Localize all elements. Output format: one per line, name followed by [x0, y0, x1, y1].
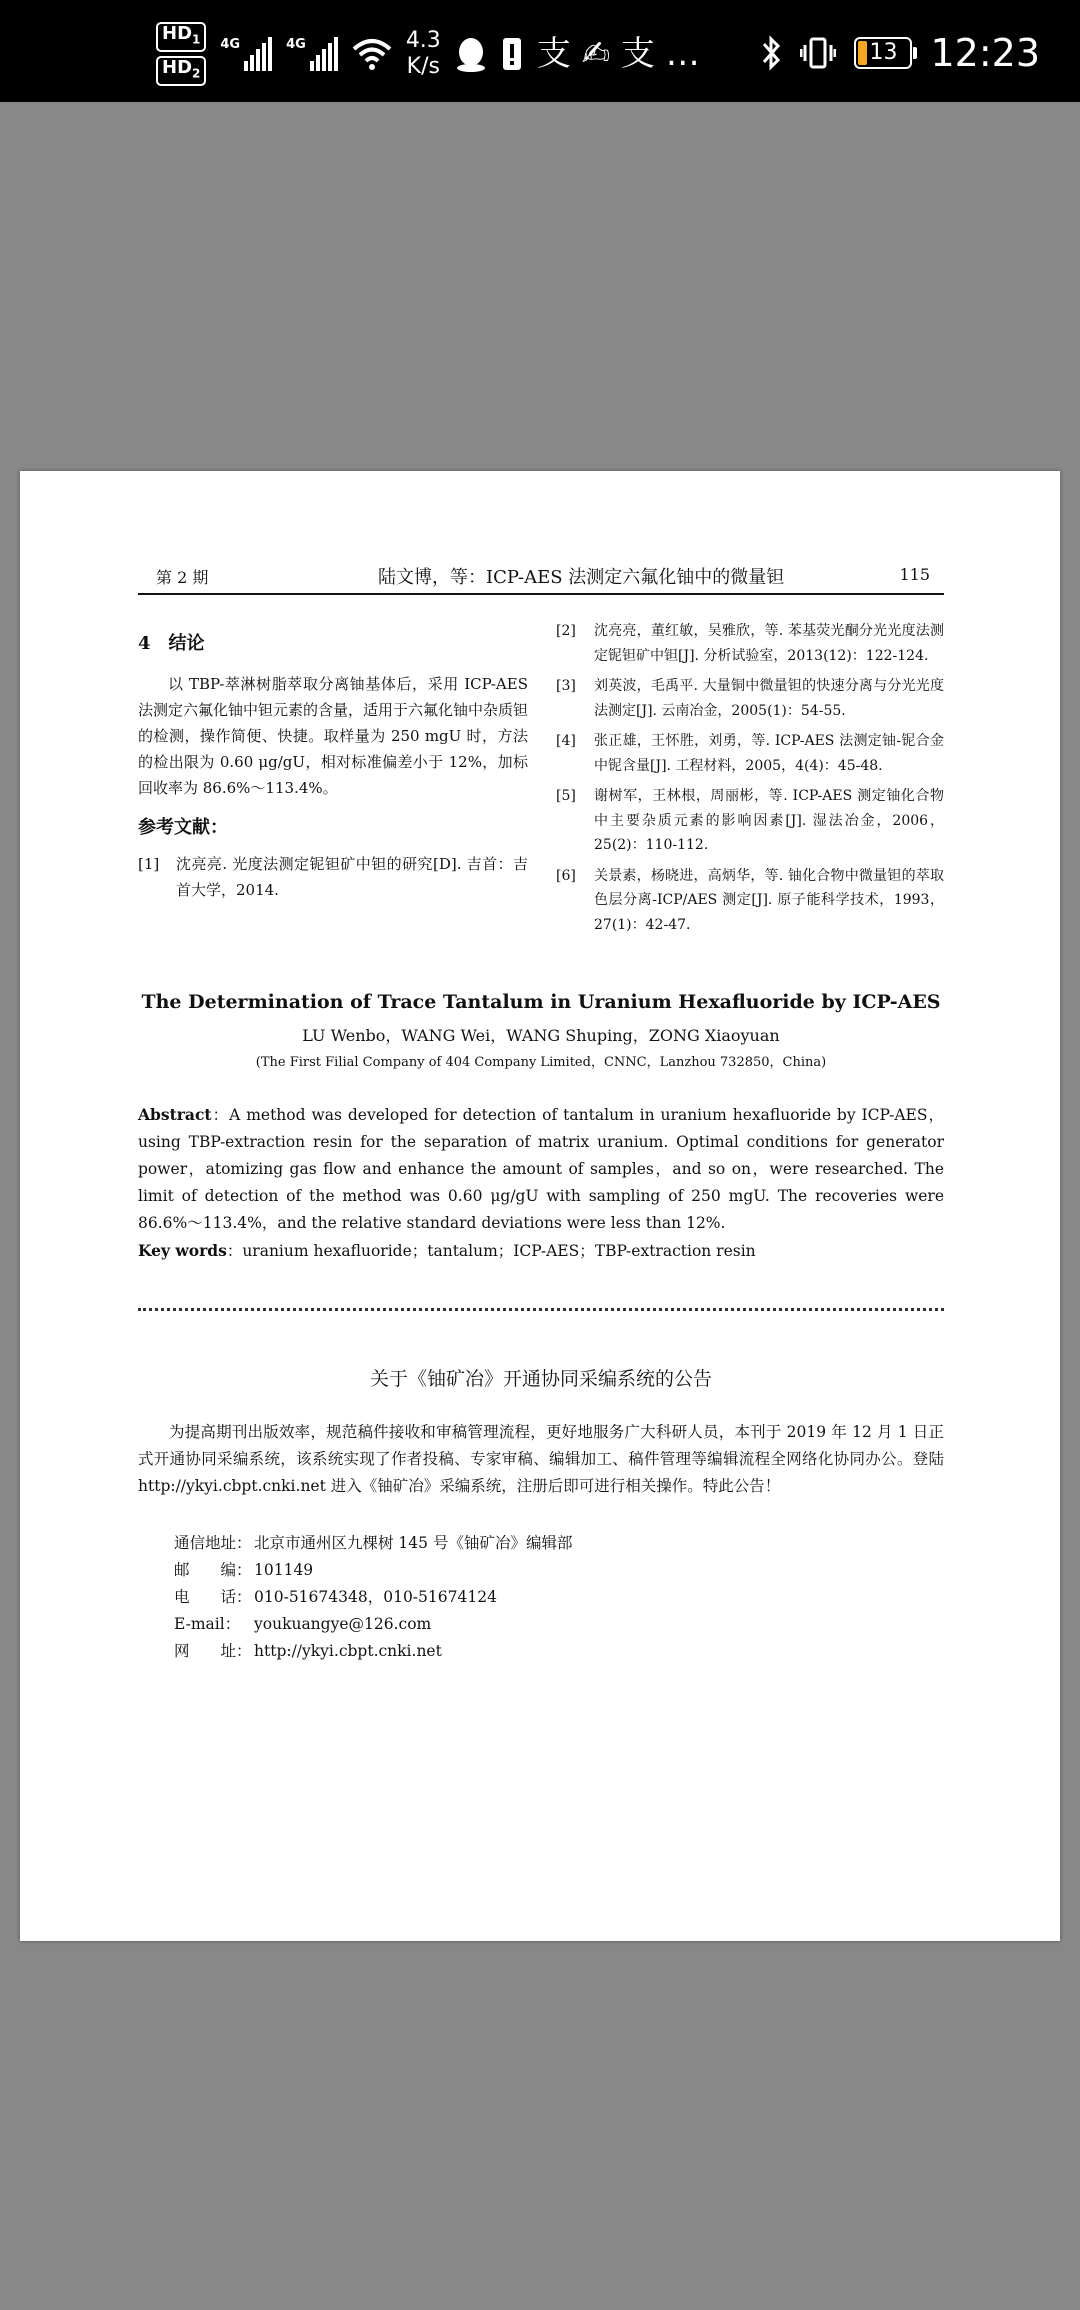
section-divider	[138, 1308, 944, 1311]
reference-text: 张正雄，王怀胜，刘勇，等. ICP-AES 法测定铀-铌合金中铌含量[J]. 工程材料，2005，4(4)：45-48.	[594, 733, 944, 774]
contact-key: 通信地址：	[174, 1534, 252, 1552]
contact-key: 电 话：	[174, 1588, 252, 1606]
contact-value: 010-51674348，010-51674124	[254, 1588, 497, 1606]
reference-text: 关景素，杨晓进，高炳华，等. 铀化合物中微量钽的萃取色层分离-ICP/AES 测定[J]. 原子能科学技术，1993，27(1)：42-47.	[594, 867, 944, 933]
hd2-label: HD	[162, 57, 193, 78]
issue-number: 第 2 期	[156, 568, 209, 587]
english-affiliation: (The First Filial Company of 404 Company Limited，CNNC，Lanzhou 732850，China)	[255, 1055, 827, 1070]
keywords-text: ：uranium hexafluoride；tantalum；ICP-AES；TBP-extraction resin	[226, 1242, 756, 1260]
keywords	[138, 1239, 944, 1261]
vibrate-icon	[800, 35, 836, 71]
battery-icon	[854, 37, 912, 69]
contact-phone	[174, 1585, 934, 1607]
left-column	[138, 631, 528, 909]
status-bar	[0, 0, 1080, 102]
reference-item	[556, 674, 944, 723]
abstract-label: Abstract	[138, 1105, 212, 1124]
reference-item	[556, 864, 944, 938]
alert-icon	[501, 36, 523, 72]
reference-tag: [6]	[556, 867, 576, 884]
contact-value: youkuangye@126.com	[254, 1615, 432, 1633]
speed-unit: K/s	[406, 54, 440, 79]
contact-key: 网 址：	[174, 1642, 252, 1660]
english-authors: LU Wenbo，WANG Wei，WANG Shuping，ZONG Xiaoyuan	[302, 1026, 780, 1045]
battery-fill	[858, 41, 867, 65]
section-title: 结论	[168, 633, 205, 654]
keywords-label: Key words	[138, 1241, 227, 1260]
abstract	[138, 1101, 944, 1237]
reference-tag: [5]	[556, 788, 576, 804]
contact-value: http://ykyi.cbpt.cnki.net	[254, 1642, 442, 1660]
notice-body: 为提高期刊出版效率，规范稿件接收和审稿管理流程，更好地服务广大科研人员，本刊于 2019 年 12 月 1 日正式开通协同采编系统，该系统实现了作者投稿、专家审稿、编辑加工、稿件管理等编辑流程全网络化协同办公。登陆 http://ykyi.cbpt.cnki.net 进入《铀矿冶》采编系统，注册后即可进行相关操作。特此公告！	[138, 1423, 944, 1495]
section-number: 4	[138, 633, 151, 654]
qq-icon	[455, 36, 487, 72]
contact-website	[174, 1639, 934, 1661]
signal-2-icon	[286, 37, 338, 71]
contact-value: 101149	[254, 1561, 314, 1579]
app-notification-icons: 支 ✍ 支 …	[536, 34, 700, 74]
contact-address	[174, 1531, 934, 1553]
hd1-sub: 1	[192, 33, 201, 47]
battery-level: 13	[869, 40, 898, 65]
reference-item	[556, 784, 944, 858]
network-speed	[406, 28, 441, 80]
reference-text: 沈亮亮，董红敏，吴雅欣，等. 苯基荧光酮分光光度法测定铌钽矿中钽[J]. 分析试验室，2013(12)：122-124.	[594, 623, 944, 664]
abstract-text: ：A method was developed for detection of tantalum in uranium hexafluoride by ICP-AES，using TBP-extraction resin for the separation of matrix uranium. Optimal conditions for generator power，atomizing gas flow and enhance the amount of samples，and so on，were researched. The limit of detection of the method was 0.60 μg/gU with sampling of 250 mgU. The recoveries were 86.6%～113.4%，and the relative standard deviations were less than 12%.	[138, 1106, 944, 1232]
status-right	[760, 28, 1040, 78]
reference-item	[138, 851, 528, 903]
contact-email	[174, 1612, 934, 1634]
hd1-badge	[156, 22, 206, 52]
hd1-label: HD	[162, 23, 193, 45]
bluetooth-icon	[760, 34, 782, 72]
signal-1-icon	[220, 37, 272, 71]
speed-value: 4.3	[405, 28, 441, 53]
conclusion-heading	[138, 631, 528, 657]
english-title: The Determination of Trace Tantalum in Uranium Hexafluoride by ICP-AES	[141, 991, 941, 1013]
reference-text: 刘英波，毛禹平. 大量铜中微量钽的快速分离与分光光度法测定[J]. 云南冶金，2005(1)：54-55.	[594, 678, 944, 719]
running-head	[138, 563, 944, 595]
reference-item	[556, 729, 944, 778]
contact-postcode	[174, 1558, 934, 1580]
reference-item	[556, 619, 944, 668]
clock: 12:23	[930, 31, 1040, 75]
reference-tag: [2]	[556, 623, 576, 639]
right-column	[556, 619, 944, 943]
wifi-icon	[352, 37, 392, 71]
document-page[interactable]	[20, 471, 1060, 1941]
running-title: 陆文博，等：ICP-AES 法测定六氟化铀中的微量钽	[378, 567, 785, 588]
net1-label: 4G	[220, 37, 241, 52]
contact-value: 北京市通州区九棵树 145 号《铀矿冶》编辑部	[254, 1534, 573, 1552]
reference-text: 沈亮亮. 光度法测定铌钽矿中钽的研究[D]. 吉首：吉首大学，2014.	[176, 855, 528, 899]
hd2-sub: 2	[192, 66, 201, 81]
reference-tag: [1]	[138, 855, 160, 873]
page-number: 115	[899, 565, 930, 584]
hd-indicators	[156, 22, 206, 85]
reference-text: 谢树军，王林根，周丽彬，等. ICP-AES 测定铀化合物中主要杂质元素的影响因素[J]. 湿法冶金，2006，25(2)：110-112.	[594, 788, 944, 853]
contact-key: 邮 编：	[174, 1561, 252, 1579]
reference-tag: [3]	[556, 678, 576, 694]
notice-title: 关于《铀矿冶》开通协同采编系统的公告	[369, 1368, 712, 1390]
net2-label: 4G	[286, 37, 306, 52]
hd2-badge	[156, 56, 206, 86]
references-heading: 参考文献：	[138, 817, 228, 838]
status-left	[156, 23, 700, 82]
conclusion-text: 以 TBP-萃淋树脂萃取分离铀基体后，采用 ICP-AES 法测定六氟化铀中钽元素的含量，适用于六氟化铀中杂质钽的检测，操作简便、快捷。取样量为 250 mgU 时，方法的检出限为 0.60 μg/gU，相对标准偏差小于 12%，加标回收率为 86.6%～113.4%。	[138, 675, 529, 797]
contact-key: E-mail：	[174, 1615, 241, 1633]
reference-tag: [4]	[556, 733, 576, 749]
